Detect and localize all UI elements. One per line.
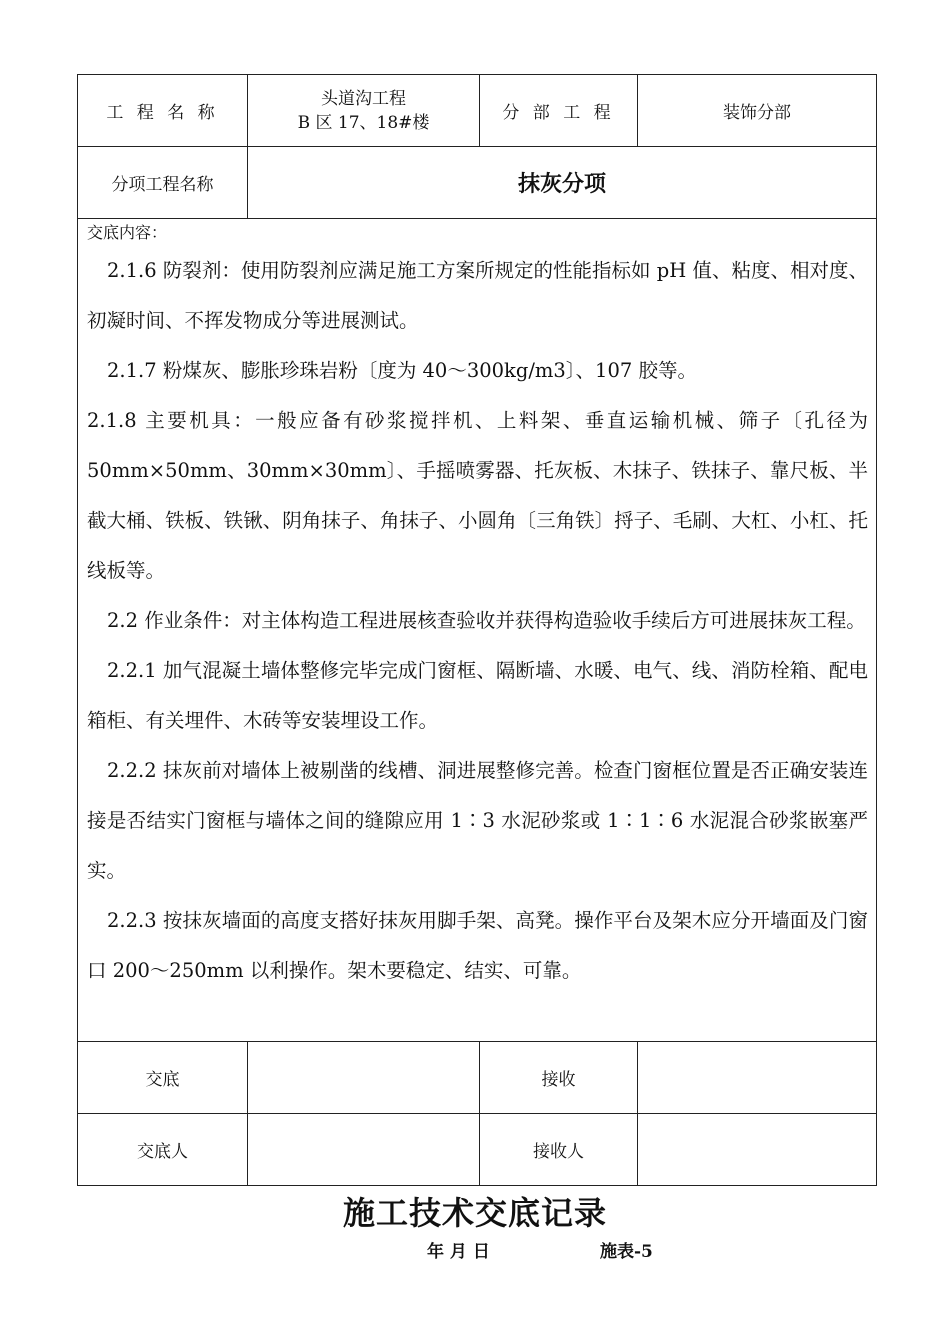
division-value: 装饰分部 (638, 75, 877, 147)
receiver-field[interactable] (638, 1114, 877, 1186)
content-paragraph: 2.1.6 防裂剂：使用防裂剂应满足施工方案所规定的性能指标如 pH 值、粘度、相对度、初凝时间、不挥发物成分等进展测试。 (87, 259, 868, 332)
receive-label: 接收 (480, 1042, 638, 1114)
handover-value-field[interactable] (248, 1042, 480, 1114)
content-heading: 交底内容： (87, 223, 168, 242)
project-name-line1: 头道沟工程 (321, 88, 406, 109)
subitem-row (78, 147, 877, 219)
receive-value-field[interactable] (638, 1042, 877, 1114)
subitem-value: 抹灰分项 (248, 147, 877, 219)
receiver-label: 接收人 (480, 1114, 638, 1186)
handover-person-label: 交底人 (78, 1114, 248, 1186)
content-paragraph: 2.2.1 加气混凝土墙体整修完毕完成门窗框、隔断墙、水暖、电气、线、消防栓箱、配电箱柜、有关埋件、木砖等安装埋设工作。 (87, 659, 868, 732)
content-paragraph: 2.1.7 粉煤灰、膨胀珍珠岩粉〔度为 40～300kg/m3〕、107 胶等。 (107, 359, 697, 382)
subitem-label: 分项工程名称 (78, 147, 248, 219)
content-paragraph: 2.2.3 按抹灰墙面的高度支搭好抹灰用脚手架、高凳。操作平台及架木应分开墙面及门窗口 200～250mm 以利操作。架木要稳定、结实、可靠。 (87, 909, 868, 982)
content-paragraph: 2.2 作业条件：对主体构造工程进展核查验收并获得构造验收手续后方可进展抹灰工程。 (107, 609, 866, 632)
content-paragraph: 2.2.2 抹灰前对墙体上被剔凿的线槽、洞进展整修完善。检查门窗框位置是否正确安装连接是否结实门窗框与墙体之间的缝隙应用 1∶3 水泥砂浆或 1∶1∶6 水泥混合砂浆嵌塞严实。 (87, 759, 868, 882)
date-line: 年 月 日 (427, 1242, 490, 1262)
document-title: 施工技术交底记录 (342, 1194, 607, 1232)
handover-person-field[interactable] (248, 1114, 480, 1186)
form-code: 施表-5 (600, 1242, 653, 1262)
handover-row (78, 1042, 877, 1114)
content-cell (78, 219, 877, 1042)
division-label: 分 部 工 程 (480, 75, 638, 147)
signature-row (78, 1114, 877, 1186)
project-name-label: 工 程 名 称 (78, 75, 248, 147)
project-name-value (248, 75, 480, 147)
project-row (78, 75, 877, 147)
content-paragraph: 2.1.8 主要机具：一般应备有砂浆搅拌机、上料架、垂直运输机械、筛子〔孔径为 50mm×50mm、30mm×30mm〕、手摇喷雾器、托灰板、木抹子、铁抹子、靠尺板、半截大桶、铁板、铁锹、阴角抹子、角抹子、小圆角〔三角铁〕捋子、毛刷、大杠、小杠、托线板等。 (87, 409, 868, 582)
content-row (78, 219, 877, 1042)
handover-form-table (77, 74, 877, 1186)
project-name-line2: B 区 17、18#楼 (297, 112, 430, 133)
handover-label: 交底 (78, 1042, 248, 1114)
